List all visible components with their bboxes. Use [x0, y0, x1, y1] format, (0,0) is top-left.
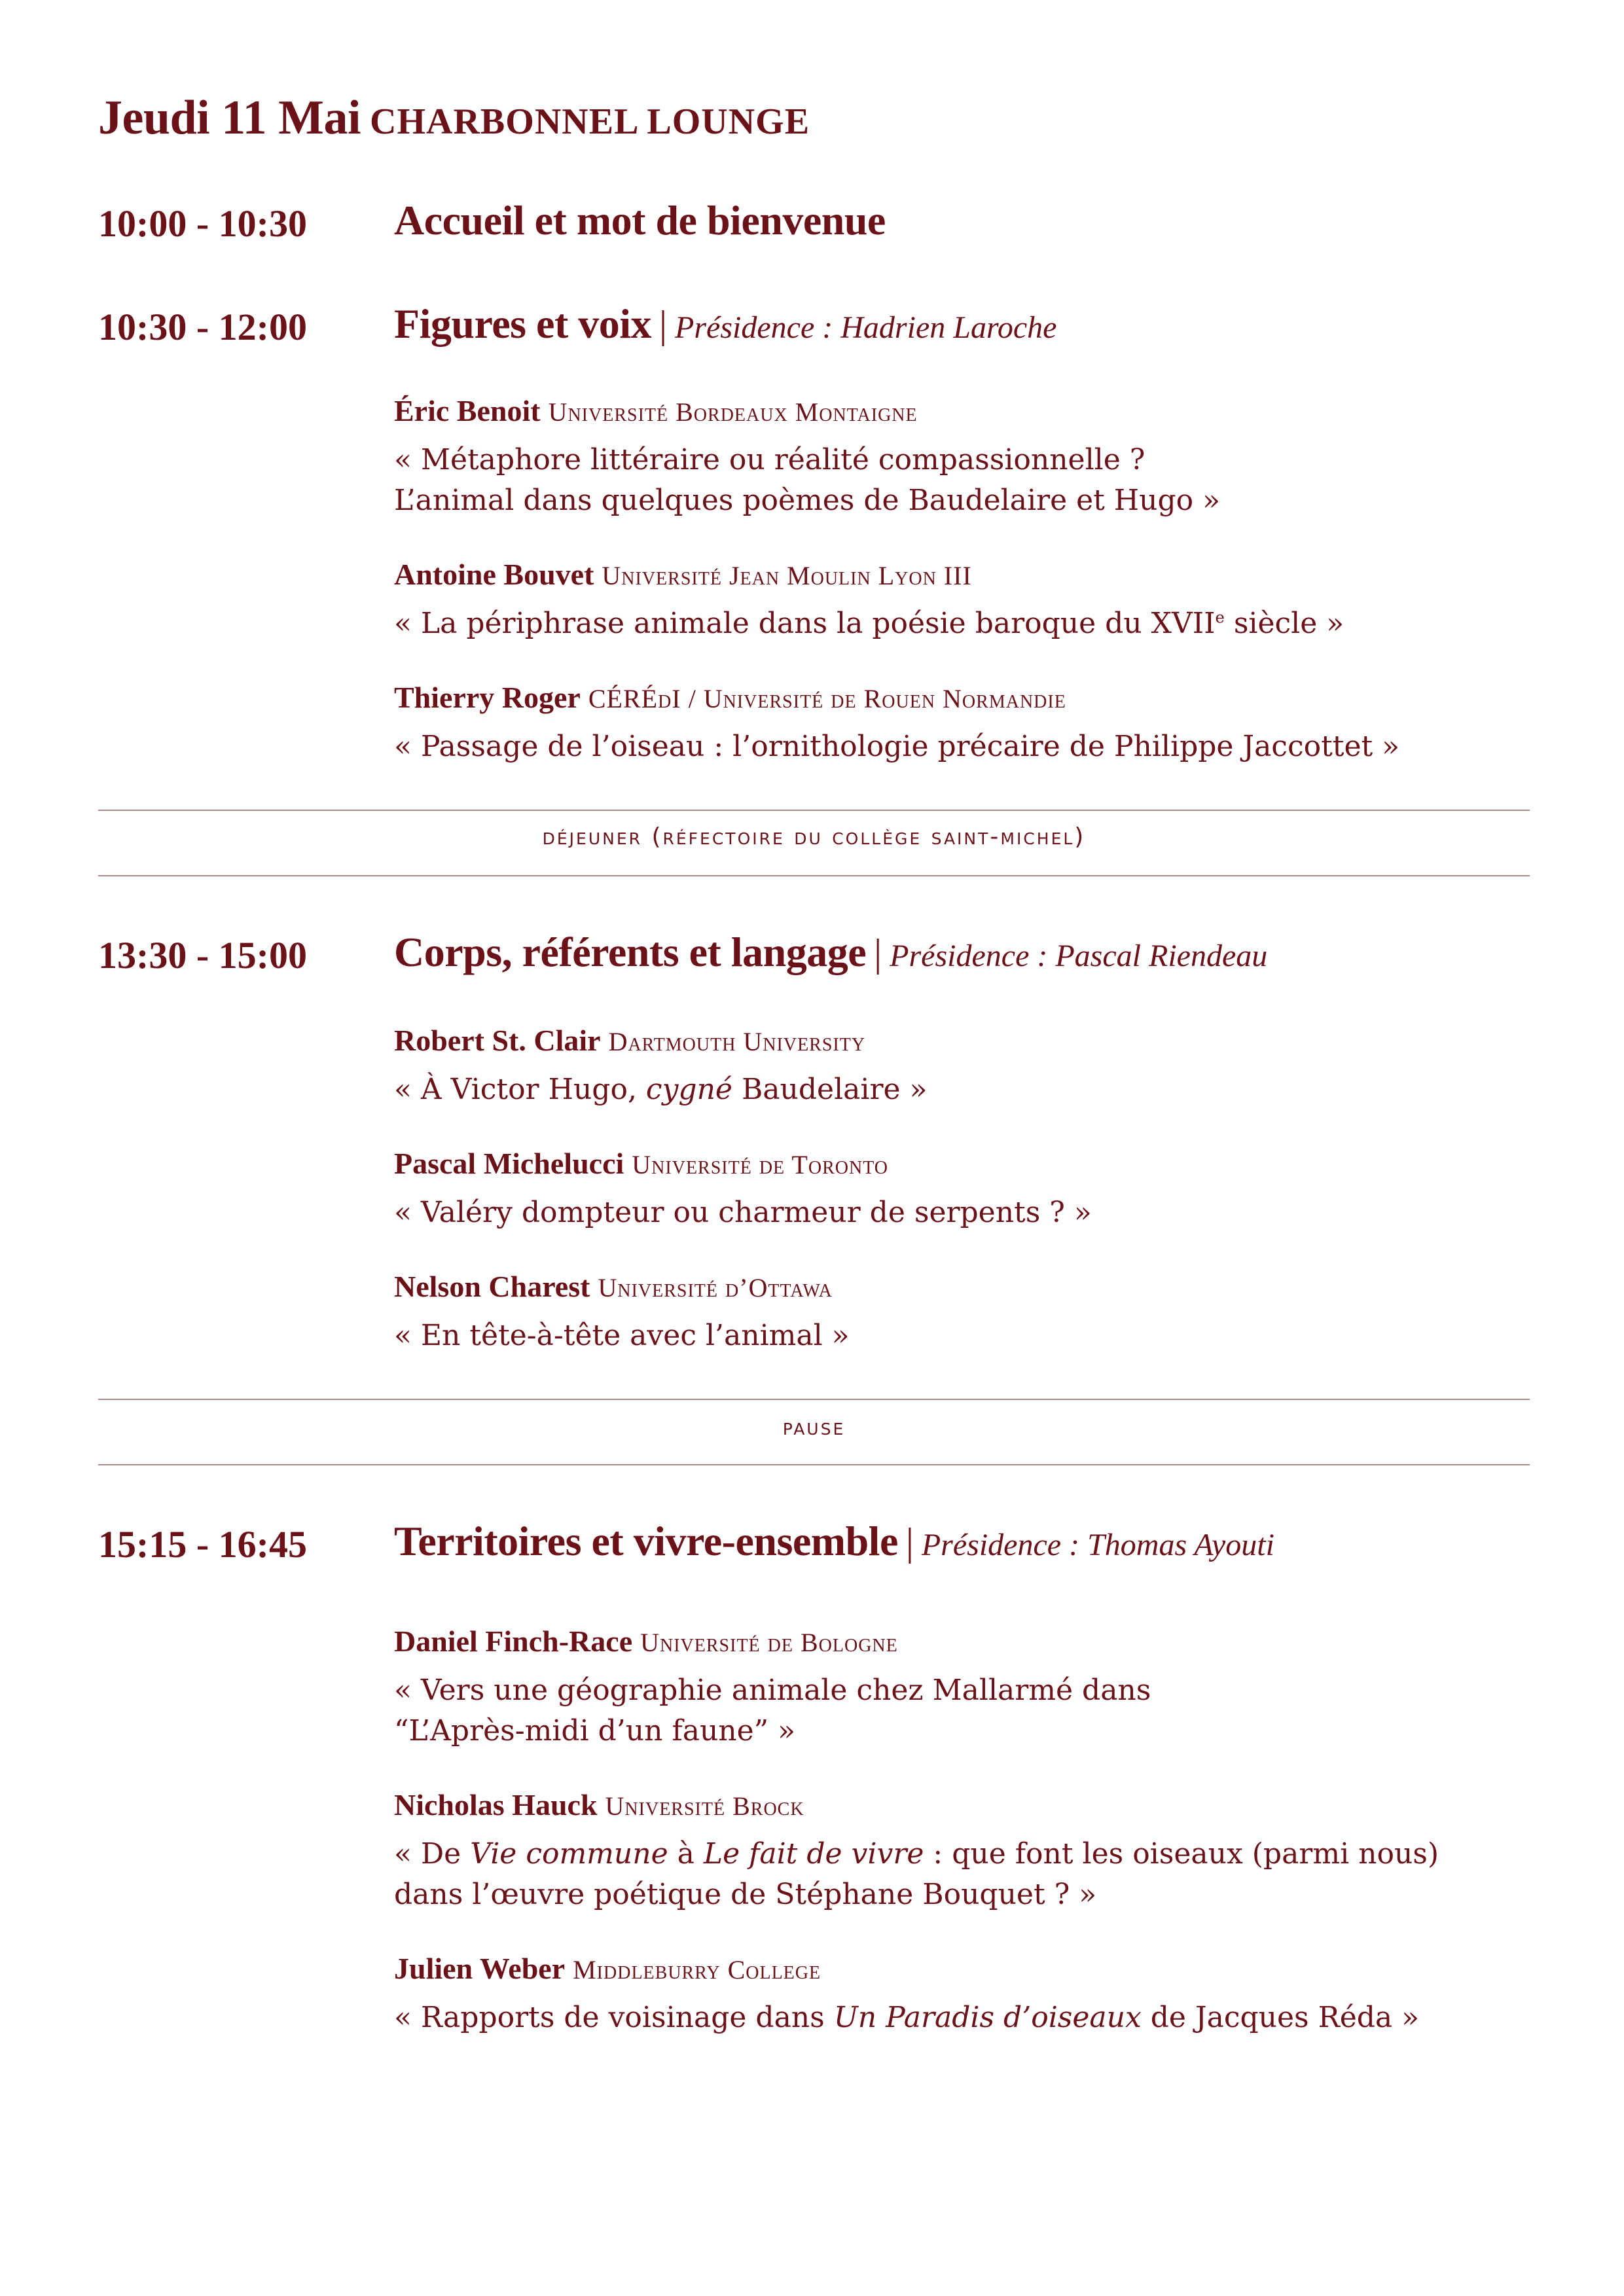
speaker-line: [394, 1622, 1546, 1662]
talk-title-line: [394, 1998, 1546, 2038]
talk-title: [394, 1998, 1546, 2038]
talk-title-text: « À Victor Hugo,: [394, 1073, 646, 1106]
talk-title-line: “L’Après-midi d’un faune” »: [394, 1714, 796, 1748]
welcome-title-line: [394, 196, 886, 245]
talk-title-line: dans l’œuvre poétique de Stéphane Bouquet ? »: [394, 1878, 1097, 1911]
talk-title: [394, 1670, 1546, 1751]
talk-title-line: « Valéry dompteur ou charmeur de serpents ? »: [394, 1196, 1092, 1229]
speaker-affiliation: Université Jean Moulin Lyon III: [602, 561, 972, 590]
speaker-affiliation: Université Bordeaux Montaigne: [548, 397, 918, 427]
talk-title-text: de Jacques Réda »: [1141, 2001, 1420, 2034]
talk-title: [394, 603, 1546, 644]
title-separator: |: [874, 931, 882, 975]
talk-title: [394, 1834, 1546, 1915]
divider: [98, 810, 1530, 811]
session-1-chair: Présidence : Hadrien Laroche: [675, 310, 1057, 345]
session-1-title: Figures et voix: [394, 300, 652, 347]
speaker-name: Pascal Michelucci: [394, 1147, 624, 1180]
venue-label: CHARBONNEL LOUNGE: [370, 101, 810, 142]
talk: [394, 1021, 1546, 1110]
talk-title-text: à: [668, 1837, 704, 1871]
welcome-time: 10:00 - 10:30: [98, 202, 307, 245]
talk-title-line: « Vers une géographie animale chez Mallarmé dans: [394, 1674, 1151, 1707]
speaker-line: [394, 1021, 1546, 1062]
day-heading: [98, 90, 810, 146]
speaker-name: Robert St. Clair: [394, 1024, 601, 1057]
session-1-title-line: [394, 300, 1056, 348]
talk-title: [394, 726, 1546, 767]
divider: [98, 1399, 1530, 1400]
talk-title-text: « De: [394, 1837, 471, 1871]
session-2-title-line: [394, 928, 1267, 977]
session-3-title-line: [394, 1517, 1274, 1566]
speaker-name: Thierry Roger: [394, 681, 581, 714]
talk-title-line: « Métaphore littéraire ou réalité compassionnelle ?: [394, 443, 1146, 476]
day-label: Jeudi 11 Mai: [98, 91, 361, 145]
talk: [394, 678, 1546, 767]
welcome-title: Accueil et mot de bienvenue: [394, 197, 886, 243]
talk-title: [394, 1069, 1546, 1110]
title-separator: |: [905, 1520, 914, 1564]
talk: [394, 1267, 1546, 1356]
talk-title-line: L’animal dans quelques poèmes de Baudelaire et Hugo »: [394, 484, 1221, 517]
speaker-line: [394, 1267, 1546, 1308]
session-1-time: 10:30 - 12:00: [98, 306, 307, 348]
pause-label: pause: [782, 1414, 846, 1441]
speaker-line: [394, 1144, 1546, 1185]
talk-title-italic: Le fait de vivre: [703, 1837, 924, 1871]
superscript: e: [1215, 608, 1225, 627]
speaker-name: Daniel Finch-Race: [394, 1624, 633, 1658]
talk-title-line: « En tête-à-tête avec l’animal »: [394, 1319, 850, 1352]
title-separator: |: [659, 303, 668, 346]
talk-title: [394, 1193, 1546, 1233]
speaker-line: [394, 555, 1546, 596]
talk-title: [394, 1316, 1546, 1356]
talk-title-italic: Un Paradis d’oiseaux: [833, 2001, 1142, 2034]
speaker-name: Antoine Bouvet: [394, 558, 594, 591]
talk: [394, 1622, 1546, 1751]
session-3-time: 15:15 - 16:45: [98, 1523, 307, 1566]
speaker-name: Nicholas Hauck: [394, 1788, 598, 1821]
talk: [394, 391, 1546, 521]
talk-title-text: Baudelaire »: [732, 1073, 928, 1106]
speaker-affiliation: Université de Bologne: [640, 1628, 898, 1657]
lunch-break-label: déjeuner (réfectoire du collège saint-michel): [542, 823, 1086, 850]
speaker-affiliation: Dartmouth University: [608, 1027, 866, 1056]
speaker-line: [394, 1949, 1546, 1990]
divider: [98, 1464, 1530, 1465]
talk-title-line: « Passage de l’oiseau : l’ornithologie précaire de Philippe Jaccottet »: [394, 730, 1400, 763]
speaker-affiliation: Université d’Ottawa: [598, 1273, 833, 1302]
talk-title-text: siècle »: [1224, 607, 1344, 640]
talk: [394, 1144, 1546, 1233]
speaker-name: Julien Weber: [394, 1952, 566, 1985]
speaker-line: [394, 1785, 1546, 1826]
session-3-chair: Présidence : Thomas Ayouti: [921, 1528, 1274, 1562]
speaker-affiliation: Université de Toronto: [632, 1150, 889, 1179]
session-2-chair: Présidence : Pascal Riendeau: [890, 939, 1268, 973]
talk: [394, 1949, 1546, 2038]
talk-title-italic: Vie commune: [470, 1837, 668, 1871]
speaker-name: Éric Benoit: [394, 394, 541, 427]
session-2-time: 13:30 - 15:00: [98, 934, 307, 977]
talk-title-line: [394, 1069, 1546, 1110]
talk-title-italic: cygné: [645, 1073, 732, 1106]
talk: [394, 1785, 1546, 1915]
speaker-line: [394, 678, 1546, 719]
speaker-affiliation: Université Brock: [605, 1791, 804, 1821]
speaker-line: [394, 391, 1546, 432]
speaker-affiliation: Middleburry College: [573, 1955, 821, 1984]
talk-title-text: « La périphrase animale dans la poésie baroque du XVII: [394, 607, 1216, 640]
session-3-title: Territoires et vivre-ensemble: [394, 1518, 898, 1564]
talk: [394, 555, 1546, 644]
speaker-affiliation: CÉRÉdI / Université de Rouen Normandie: [588, 684, 1066, 713]
talk-title-line: [394, 603, 1546, 644]
talk-title: [394, 440, 1546, 521]
talk-title-line: [394, 1834, 1546, 1874]
talk-title-text: « Rapports de voisinage dans: [394, 2001, 834, 2034]
talk-title-text: : que font les oiseaux (parmi nous): [924, 1837, 1439, 1871]
session-2-title: Corps, référents et langage: [394, 929, 867, 975]
divider: [98, 875, 1530, 876]
speaker-name: Nelson Charest: [394, 1270, 590, 1303]
